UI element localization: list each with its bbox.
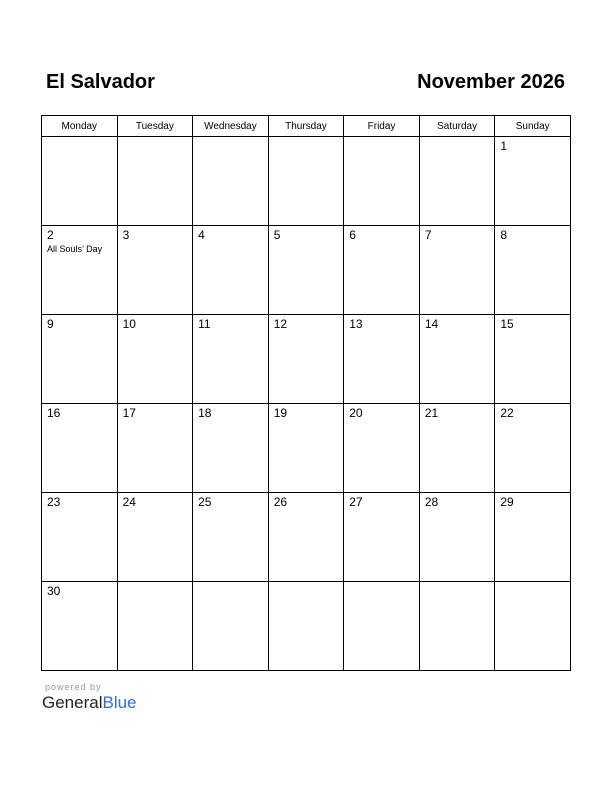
- day-number: 24: [122, 495, 136, 509]
- week-row: [42, 137, 571, 226]
- week-row: [42, 315, 571, 404]
- day-cell: [117, 582, 193, 671]
- day-number: [193, 582, 268, 585]
- day-cell: [193, 493, 269, 582]
- day-cell: [42, 404, 118, 493]
- day-cell: [495, 404, 571, 493]
- day-cell: [419, 315, 495, 404]
- day-cell: [419, 404, 495, 493]
- month-year-title: November 2026: [417, 71, 565, 93]
- day-number: 17: [122, 406, 136, 420]
- day-cell: [495, 137, 571, 226]
- day-cell: [42, 493, 118, 582]
- day-cell: [495, 582, 571, 671]
- day-number: [42, 137, 117, 140]
- day-cell: [344, 404, 420, 493]
- country-title: El Salvador: [46, 71, 155, 93]
- day-number: 27: [349, 495, 363, 509]
- day-number: 11: [198, 317, 211, 331]
- day-number: [269, 582, 344, 585]
- day-cell: [117, 315, 193, 404]
- day-number: 1: [500, 139, 508, 153]
- day-number: 8: [500, 228, 508, 242]
- day-number: 2: [47, 228, 54, 242]
- day-number: [118, 582, 193, 585]
- weekday-header-row: [42, 116, 571, 137]
- day-cell: [117, 404, 193, 493]
- day-cell: [419, 493, 495, 582]
- day-number: 23: [47, 495, 61, 509]
- day-cell: [193, 315, 269, 404]
- day-cell: [117, 226, 193, 315]
- calendar-grid: [41, 115, 571, 671]
- day-cell: [268, 315, 344, 404]
- day-number: [420, 137, 495, 140]
- brand-general-text: General: [42, 693, 103, 712]
- week-row: [42, 404, 571, 493]
- day-cell: [419, 582, 495, 671]
- day-number: 15: [500, 317, 514, 331]
- day-number: 13: [349, 317, 363, 331]
- day-number: [269, 137, 344, 140]
- brand-logo: [42, 693, 137, 713]
- weekday-header: Tuesday: [117, 116, 193, 137]
- day-number: 21: [424, 406, 439, 420]
- week-row: [42, 493, 571, 582]
- weekday-header: Monday: [42, 116, 118, 137]
- day-cell: [268, 137, 344, 226]
- brand-blue-text: Blue: [102, 693, 137, 712]
- day-number: 14: [424, 317, 439, 331]
- weekday-header: Wednesday: [193, 116, 269, 137]
- weekday-header: Saturday: [419, 116, 495, 137]
- day-number: 5: [273, 228, 281, 242]
- day-number: 28: [424, 495, 439, 509]
- day-number: [495, 582, 570, 585]
- day-number: 18: [198, 406, 212, 420]
- day-number: 20: [349, 406, 363, 420]
- day-cell: [495, 493, 571, 582]
- day-number: [344, 137, 419, 140]
- holiday-label: All Souls’ Day: [47, 244, 103, 254]
- day-cell: [419, 137, 495, 226]
- day-cell: [344, 315, 420, 404]
- day-number: 16: [47, 406, 61, 420]
- day-number: 6: [349, 228, 356, 242]
- week-row: [42, 582, 571, 671]
- day-number: [420, 582, 495, 585]
- day-cell: [42, 226, 118, 315]
- day-cell: [344, 582, 420, 671]
- day-cell: [344, 226, 420, 315]
- day-cell: [193, 582, 269, 671]
- day-cell: [42, 137, 118, 226]
- day-cell: [117, 137, 193, 226]
- day-cell: [268, 404, 344, 493]
- day-number: 9: [47, 317, 54, 331]
- day-cell: [42, 582, 118, 671]
- day-cell: [419, 226, 495, 315]
- day-number: 22: [500, 406, 514, 420]
- day-cell: [268, 226, 344, 315]
- weekday-header: Sunday: [495, 116, 571, 137]
- day-number: 3: [122, 228, 130, 242]
- day-cell: [344, 137, 420, 226]
- day-number: 7: [424, 228, 432, 242]
- day-number: 30: [47, 584, 61, 598]
- day-number: [193, 137, 268, 140]
- day-cell: [193, 137, 269, 226]
- day-number: [344, 582, 419, 585]
- day-cell: [495, 315, 571, 404]
- day-cell: [268, 582, 344, 671]
- day-cell: [193, 226, 269, 315]
- day-number: 26: [273, 495, 288, 509]
- day-cell: [268, 493, 344, 582]
- day-number: 25: [198, 495, 212, 509]
- day-cell: [117, 493, 193, 582]
- day-number: 12: [273, 317, 288, 331]
- day-cell: [193, 404, 269, 493]
- weekday-header: Thursday: [268, 116, 344, 137]
- day-cell: [42, 315, 118, 404]
- day-cell: [495, 226, 571, 315]
- day-cell: [344, 493, 420, 582]
- day-number: 29: [500, 495, 514, 509]
- powered-by-label: powered by: [45, 682, 102, 692]
- day-number: 19: [273, 406, 288, 420]
- day-number: 4: [198, 228, 205, 242]
- week-row: [42, 226, 571, 315]
- day-number: [118, 137, 193, 140]
- day-number: 10: [122, 317, 136, 331]
- weekday-header: Friday: [344, 116, 420, 137]
